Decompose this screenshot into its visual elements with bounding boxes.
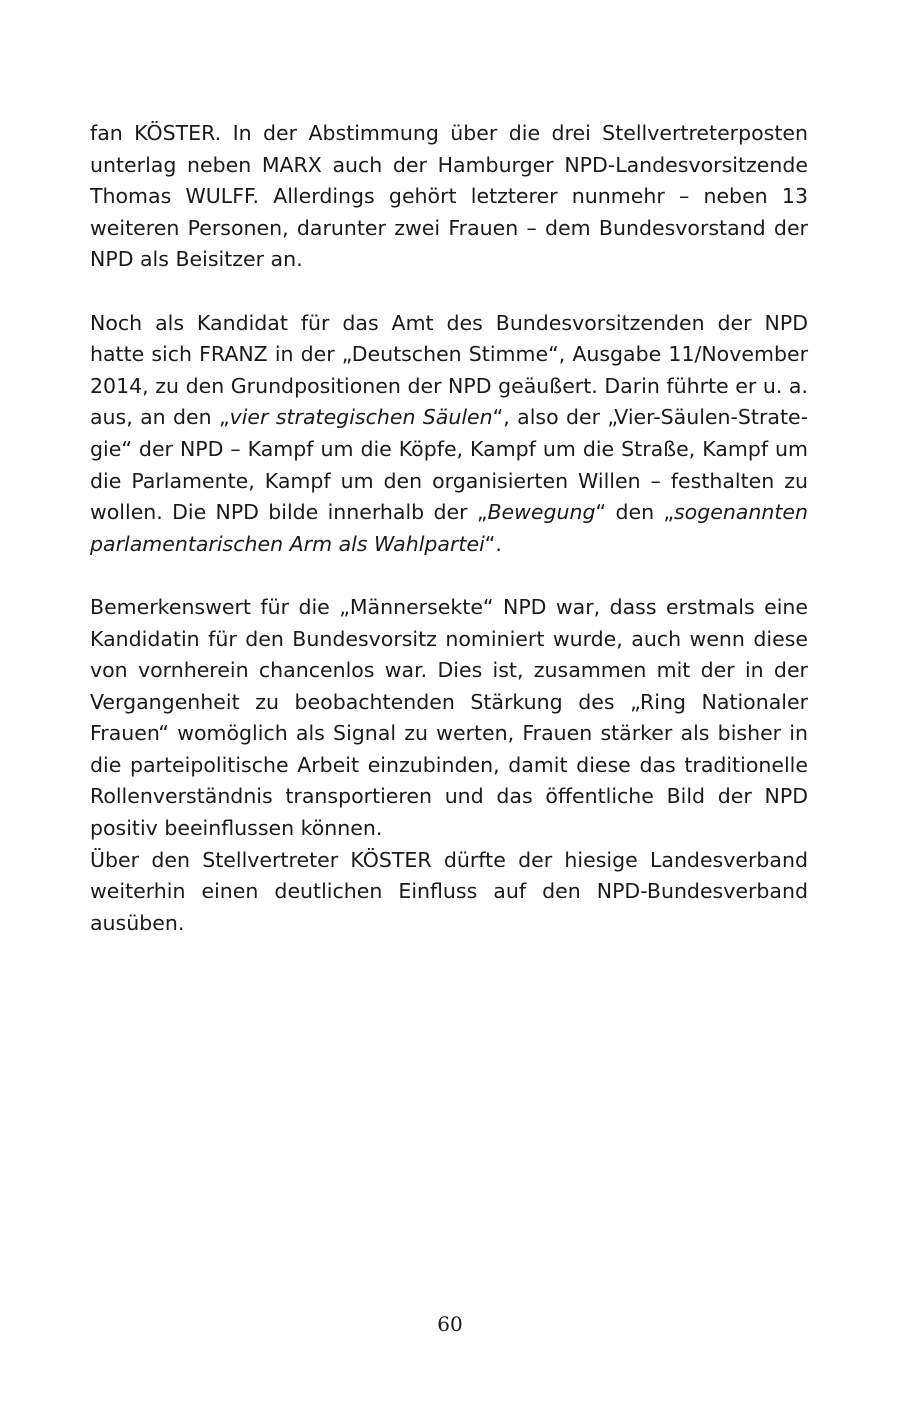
paragraph-2-italic-quote: Bewegung — [487, 500, 596, 525]
paragraph-2-text: “ den „ — [595, 500, 674, 525]
paragraph-2-italic-quote: vier strategischen Säulen — [229, 405, 493, 430]
page-number: 60 — [437, 1312, 463, 1336]
paragraph-2-text: Noch als Kandidat für das Amt des Bundesvorsitzenden der NPD hatte sich FRANZ in der „Deutschen Stimme“, Ausgabe 11/November 2014, zu den Grundpositionen der NPD geäußert. Darin führte er u. a. aus, an den „ — [90, 310, 808, 430]
paragraph-3-text: Bemerkenswert für die „Männersekte“ NPD war, dass erstmals eine Kandidatin für den Bundesvorsitz nominiert wurde, auch wenn diese von vornherein chancenlos war. Dies ist, zusammen mit der in der Vergangenheit zu beobachtenden Stärkung des „Ring Nationaler Frauen“ womöglich als Signal zu werten, Frauen stärker als bisher in die parteipolitische Arbeit einzubinden, damit diese das traditionelle Rollenverständnis transportieren und das öffentliche Bild der NPD positiv beeinflussen können. — [90, 594, 808, 841]
paragraph-1 — [90, 118, 808, 276]
paragraph-2-text: “, also der „Vier-Säulen-Strategie“ der NPD – Kampf um die Köpfe, Kampf um die Straße, Kampf um die Parlamente, Kampf um den organisierten Willen – festhalten zu wollen. Die NPD bilde innerhalb der „ — [90, 405, 809, 525]
paragraph-3 — [90, 592, 808, 845]
paragraph-2-italic-quote: sogenannten parlamentarischen Arm als Wahlpartei — [90, 500, 808, 556]
paragraph-2 — [90, 308, 808, 561]
paragraph-4 — [90, 845, 808, 940]
paragraph-4-text: Über den Stellvertreter KÖSTER dürfte der hiesige Landesverband weiterhin einen deutlichen Einfluss auf den NPD-Bundesverband ausüben. — [90, 847, 808, 935]
paragraph-2-text: “. — [484, 531, 502, 556]
paragraph-1-text: fan KÖSTER. In der Abstimmung über die drei Stellvertreterposten unterlag neben MARX auch der Hamburger NPD-Landesvorsitzende Thomas WULFF. Allerdings gehört letzterer nunmehr – neben 13 weiteren Personen, darunter zwei Frauen – dem Bundesvorstand der NPD als Beisitzer an. — [90, 121, 808, 272]
page-body — [90, 118, 808, 939]
